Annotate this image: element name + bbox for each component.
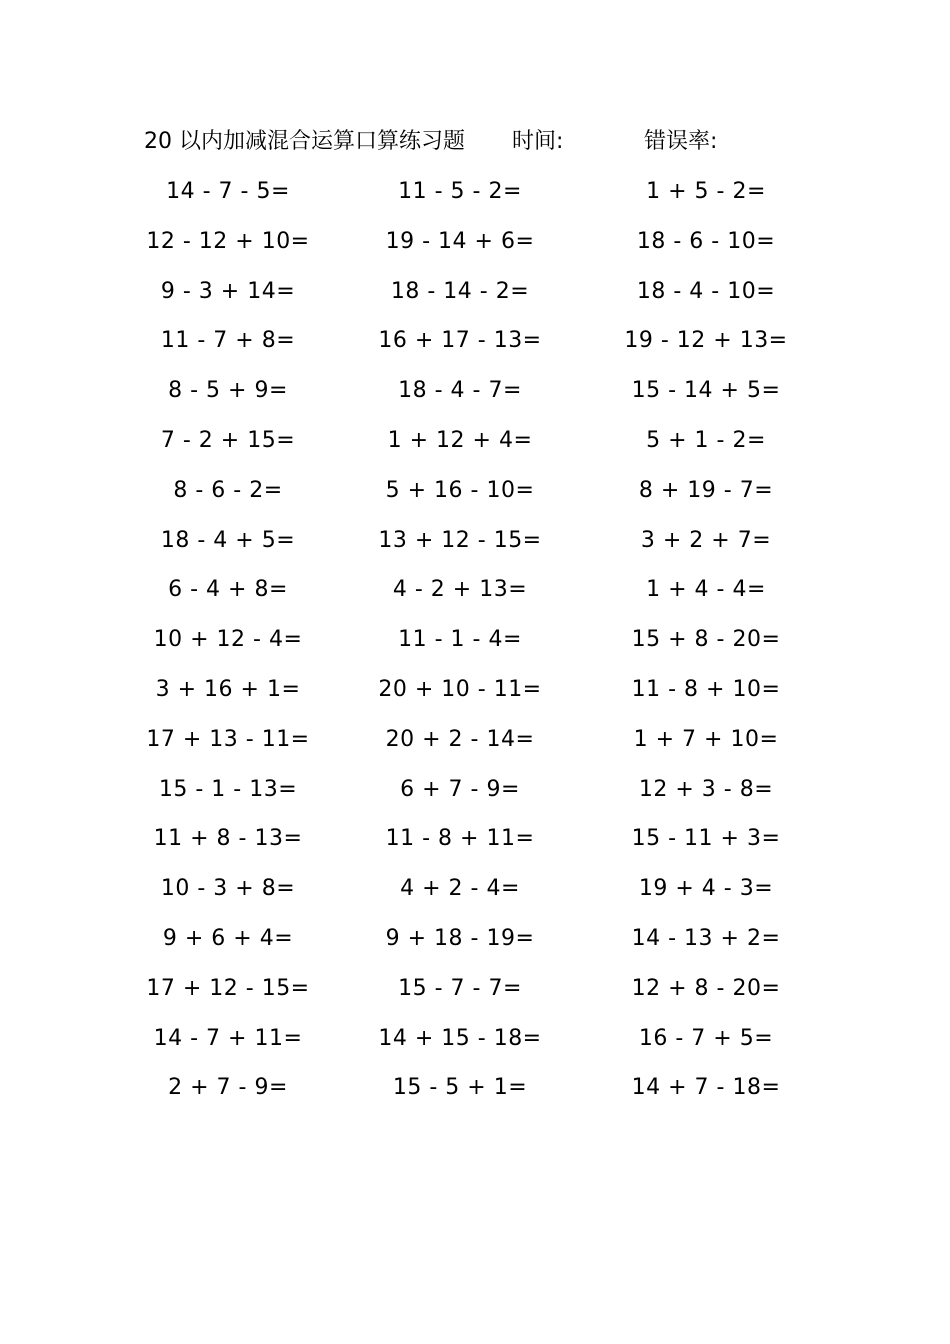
problem-item: 9 - 3 + 14= (160, 278, 296, 304)
problem-row (0, 471, 950, 521)
problem-item: 17 + 13 - 11= (146, 726, 310, 752)
problem-item: 11 - 1 - 4= (398, 627, 522, 653)
problem-item: 19 + 4 - 3= (638, 876, 774, 902)
problem-item: 6 - 4 + 8= (168, 577, 288, 603)
problem-item: 7 - 2 + 15= (160, 427, 296, 453)
problem-row (0, 670, 950, 720)
problem-item: 8 - 5 + 9= (168, 378, 288, 404)
problem-item: 3 + 2 + 7= (640, 527, 772, 553)
problem-row (0, 869, 950, 919)
problem-item: 12 - 12 + 10= (146, 228, 310, 254)
problem-item: 10 + 12 - 4= (153, 627, 303, 653)
problem-item: 14 - 7 + 11= (153, 1025, 303, 1051)
problem-row (0, 1068, 950, 1118)
problem-item: 11 - 7 + 8= (160, 328, 296, 354)
problem-row (0, 272, 950, 322)
problem-row (0, 222, 950, 272)
problem-item: 1 + 7 + 10= (633, 726, 779, 752)
problem-item: 5 + 1 - 2= (646, 427, 766, 453)
problem-row (0, 819, 950, 869)
problem-item: 11 + 8 - 13= (153, 826, 303, 852)
problem-item: 18 - 4 - 7= (398, 378, 522, 404)
problem-item: 18 - 14 - 2= (390, 278, 530, 304)
problem-item: 1 + 12 + 4= (387, 427, 533, 453)
problem-row (0, 371, 950, 421)
problem-item: 19 - 14 + 6= (385, 228, 535, 254)
problem-item: 20 + 10 - 11= (378, 676, 542, 702)
problem-row (0, 770, 950, 820)
problem-item: 2 + 7 - 9= (168, 1075, 288, 1101)
problem-row (0, 1019, 950, 1069)
worksheet-title: 20 以内加减混合运算口算练习题 (144, 129, 465, 154)
problem-item: 11 - 8 + 11= (385, 826, 535, 852)
worksheet-header (144, 126, 844, 158)
time-label: 时间: (512, 129, 564, 154)
problem-row (0, 720, 950, 770)
problem-item: 14 + 7 - 18= (631, 1075, 781, 1101)
problem-item: 6 + 7 - 9= (400, 776, 520, 802)
problem-item: 4 - 2 + 13= (392, 577, 528, 603)
problem-item: 15 - 1 - 13= (158, 776, 298, 802)
problem-item: 13 + 12 - 15= (378, 527, 542, 553)
problem-item: 15 + 8 - 20= (631, 627, 781, 653)
problem-item: 14 - 7 - 5= (166, 179, 290, 204)
problem-grid (0, 172, 950, 1118)
problem-item: 16 - 7 + 5= (638, 1025, 774, 1051)
problem-row (0, 421, 950, 471)
problem-item: 9 + 18 - 19= (385, 925, 535, 951)
problem-item: 15 - 7 - 7= (398, 975, 522, 1001)
problem-item: 18 - 6 - 10= (636, 228, 776, 254)
problem-item: 17 + 12 - 15= (146, 975, 310, 1001)
problem-item: 15 - 11 + 3= (631, 826, 781, 852)
problem-item: 14 + 15 - 18= (378, 1025, 542, 1051)
problem-item: 11 - 8 + 10= (631, 676, 781, 702)
problem-item: 20 + 2 - 14= (385, 726, 535, 752)
problem-item: 1 + 5 - 2= (646, 179, 766, 204)
problem-row (0, 919, 950, 969)
problem-item: 10 - 3 + 8= (160, 876, 296, 902)
problem-item: 8 + 19 - 7= (638, 477, 774, 503)
problem-item: 11 - 5 - 2= (398, 179, 522, 204)
problem-item: 5 + 16 - 10= (385, 477, 535, 503)
problem-item: 4 + 2 - 4= (400, 876, 520, 902)
problem-row (0, 969, 950, 1019)
problem-item: 1 + 4 - 4= (646, 577, 766, 603)
problem-item: 15 - 14 + 5= (631, 378, 781, 404)
error-rate-label: 错误率: (644, 129, 718, 154)
problem-row (0, 321, 950, 371)
problem-item: 8 - 6 - 2= (173, 477, 283, 503)
problem-item: 14 - 13 + 2= (631, 925, 781, 951)
problem-item: 16 + 17 - 13= (378, 328, 542, 354)
problem-item: 3 + 16 + 1= (155, 676, 301, 702)
problem-item: 18 - 4 - 10= (636, 278, 776, 304)
problem-item: 12 + 3 - 8= (638, 776, 774, 802)
problem-item: 12 + 8 - 20= (631, 975, 781, 1001)
problem-row (0, 172, 950, 222)
problem-row (0, 620, 950, 670)
problem-item: 18 - 4 + 5= (160, 527, 296, 553)
problem-row (0, 570, 950, 620)
problem-row (0, 521, 950, 571)
problem-item: 19 - 12 + 13= (624, 328, 788, 354)
problem-item: 15 - 5 + 1= (392, 1075, 528, 1101)
problem-item: 9 + 6 + 4= (162, 925, 294, 951)
